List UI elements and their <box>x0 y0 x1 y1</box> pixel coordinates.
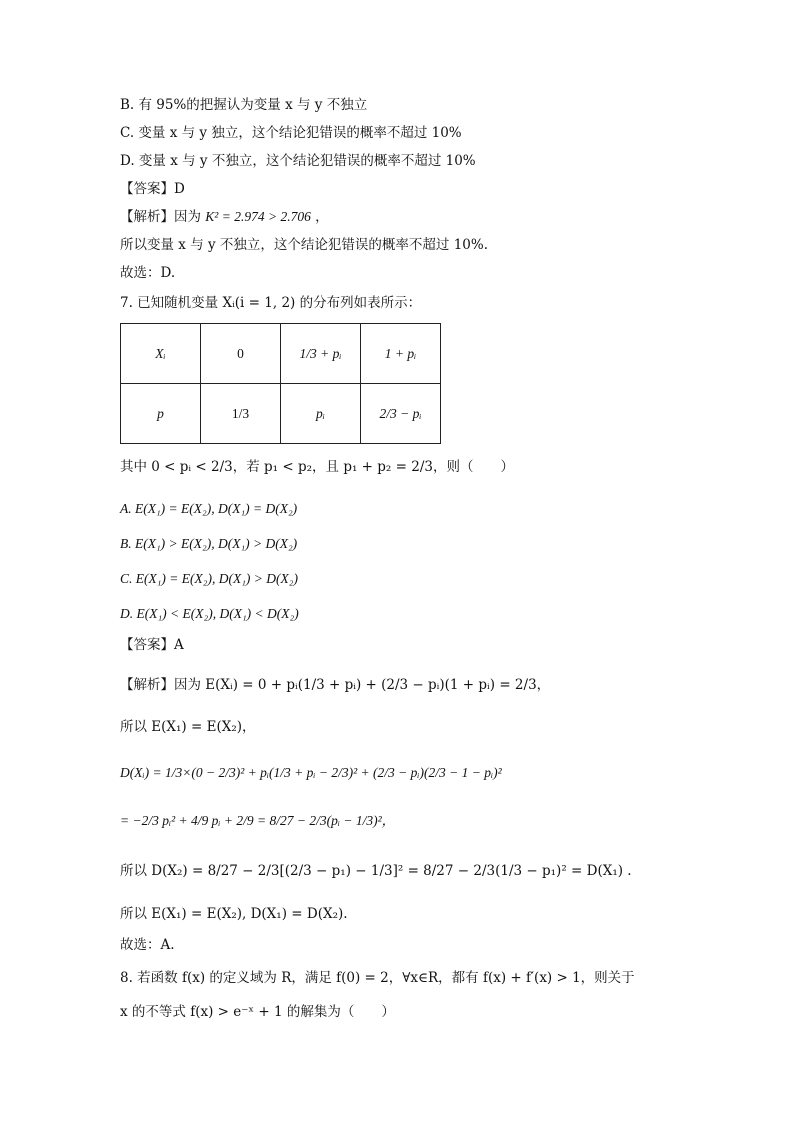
table-cell: 1/3 <box>201 384 281 444</box>
answer-q7: 【答案】A <box>120 637 184 653</box>
analysis-q7-expectation: 【解析】因为 E(Xᵢ) = 0 + pᵢ(1/3 + pᵢ) + (2/3 − pᵢ)(1 + pᵢ) = 2/3， <box>120 677 551 693</box>
option-a-q7: A. E(X₁) = E(X₂), D(X₁) = D(X₂) <box>120 501 298 516</box>
analysis-q6-conclusion: 所以变量 x 与 y 不独立，这个结论犯错误的概率不超过 10%. <box>120 237 488 253</box>
table-row <box>121 384 441 444</box>
choose-q7: 故选：A. <box>120 937 175 953</box>
question-8-line2: x 的不等式 f(x) > e⁻ˣ + 1 的解集为（ ） <box>120 1004 395 1020</box>
option-d-q7: D. E(X₁) < E(X₂), D(X₁) < D(X₂) <box>120 606 299 621</box>
table-cell: 1/3 + pᵢ <box>281 324 361 384</box>
analysis-q7-variance-x2: 所以 D(X₂) = 8/27 − 2/3[(2/3 − p₁) − 1/3]² = 8/27 − 2/3(1/3 − p₁)² = D(X₁) . <box>120 863 632 879</box>
table-cell: p <box>121 384 201 444</box>
question-7-condition: 其中 0 < pᵢ < 2/3，若 p₁ < p₂，且 p₁ + p₂ = 2/3，则（ ） <box>120 459 514 475</box>
distribution-table <box>120 323 441 444</box>
chi-square-formula: K² = 2.974 > 2.706 <box>205 209 311 224</box>
analysis-tail: ， <box>315 209 329 225</box>
analysis-q7-conclusion: 所以 E(X₁) = E(X₂), D(X₁) = D(X₂). <box>120 906 348 922</box>
question-7-stem: 7. 已知随机变量 Xᵢ(i = 1, 2) 的分布列如表所示： <box>120 295 422 311</box>
analysis-q6 <box>120 208 329 226</box>
option-c-q7: C. E(X₁) = E(X₂), D(X₁) > D(X₂) <box>120 571 298 586</box>
table-cell: 2/3 − pᵢ <box>361 384 441 444</box>
choose-q6: 故选：D. <box>120 265 176 281</box>
option-b-q7: B. E(X₁) > E(X₂), D(X₁) > D(X₂) <box>120 536 298 551</box>
analysis-label: 【解析】因为 <box>120 209 201 225</box>
option-d-q6: D. 变量 x 与 y 不独立，这个结论犯错误的概率不超过 10% <box>120 153 476 169</box>
table-cell: pᵢ <box>281 384 361 444</box>
analysis-q7-equal-expectation: 所以 E(X₁) = E(X₂)， <box>120 719 256 735</box>
table-row <box>121 324 441 384</box>
question-8-line1: 8. 若函数 f(x) 的定义域为 R，满足 f(0) = 2，∀x∈R，都有 f(x) + f′(x) > 1，则关于 <box>120 970 635 986</box>
option-b-q6: B. 有 95%的把握认为变量 x 与 y 不独立 <box>120 97 368 113</box>
table-cell: Xᵢ <box>121 324 201 384</box>
analysis-q7-variance-simplified: = −2/3 pᵢ² + 4/9 pᵢ + 2/9 = 8/27 − 2/3(pᵢ − 1/3)²， <box>120 813 396 828</box>
option-c-q6: C. 变量 x 与 y 独立，这个结论犯错误的概率不超过 10% <box>120 125 462 141</box>
analysis-q7-variance: D(Xᵢ) = 1/3×(0 − 2/3)² + pᵢ(1/3 + pᵢ − 2/3)² + (2/3 − pᵢ)(2/3 − 1 − pᵢ)² <box>120 765 502 780</box>
answer-q6: 【答案】D <box>120 181 185 197</box>
table-cell: 0 <box>201 324 281 384</box>
table-cell: 1 + pᵢ <box>361 324 441 384</box>
